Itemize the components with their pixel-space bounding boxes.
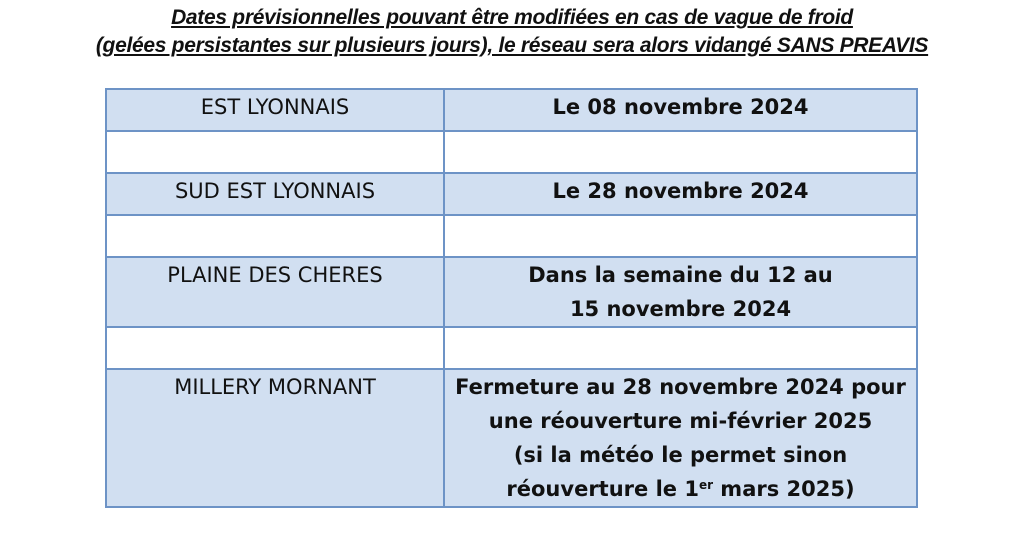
empty-cell — [444, 215, 917, 257]
notice-line-1: Dates prévisionnelles pouvant être modifiées en cas de vague de froid — [171, 6, 853, 29]
empty-cell — [444, 327, 917, 369]
date-cell — [444, 89, 917, 131]
spacer-row — [106, 327, 917, 369]
date-line: Fermeture au 28 novembre 2024 pour — [455, 375, 906, 399]
table-row-plaine-des-cheres — [106, 257, 917, 327]
date-line-text: réouverture le 1 — [506, 477, 699, 501]
closure-schedule-table — [105, 88, 918, 508]
date-line: une réouverture mi-février 2025 — [488, 409, 873, 433]
spacer-row — [106, 131, 917, 173]
date-line: Le 08 novembre 2024 — [552, 95, 809, 119]
date-line: (si la météo le permet sinon — [513, 443, 848, 467]
date-line: 15 novembre 2024 — [569, 297, 792, 321]
date-cell — [444, 257, 917, 327]
region-cell: SUD EST LYONNAIS — [106, 173, 444, 215]
empty-cell — [106, 215, 444, 257]
region-cell: PLAINE DES CHERES — [106, 257, 444, 327]
table-row-sud-est-lyonnais — [106, 173, 917, 215]
freeze-warning-notice — [0, 4, 1024, 60]
table-row-millery-mornant — [106, 369, 917, 507]
date-line-tail: mars 2025) — [713, 477, 855, 501]
empty-cell — [444, 131, 917, 173]
date-line: Dans la semaine du 12 au — [528, 263, 833, 287]
date-cell — [444, 369, 917, 507]
ordinal-suffix: er — [698, 478, 713, 492]
region-cell: MILLERY MORNANT — [106, 369, 444, 507]
date-cell — [444, 173, 917, 215]
table-row-est-lyonnais — [106, 89, 917, 131]
spacer-row — [106, 215, 917, 257]
empty-cell — [106, 131, 444, 173]
empty-cell — [106, 327, 444, 369]
date-line: Le 28 novembre 2024 — [552, 179, 809, 203]
date-line-final — [445, 472, 916, 506]
notice-line-2: (gelées persistantes sur plusieurs jours), le réseau sera alors vidangé SANS PREAVIS — [95, 34, 929, 57]
region-cell: EST LYONNAIS — [106, 89, 444, 131]
